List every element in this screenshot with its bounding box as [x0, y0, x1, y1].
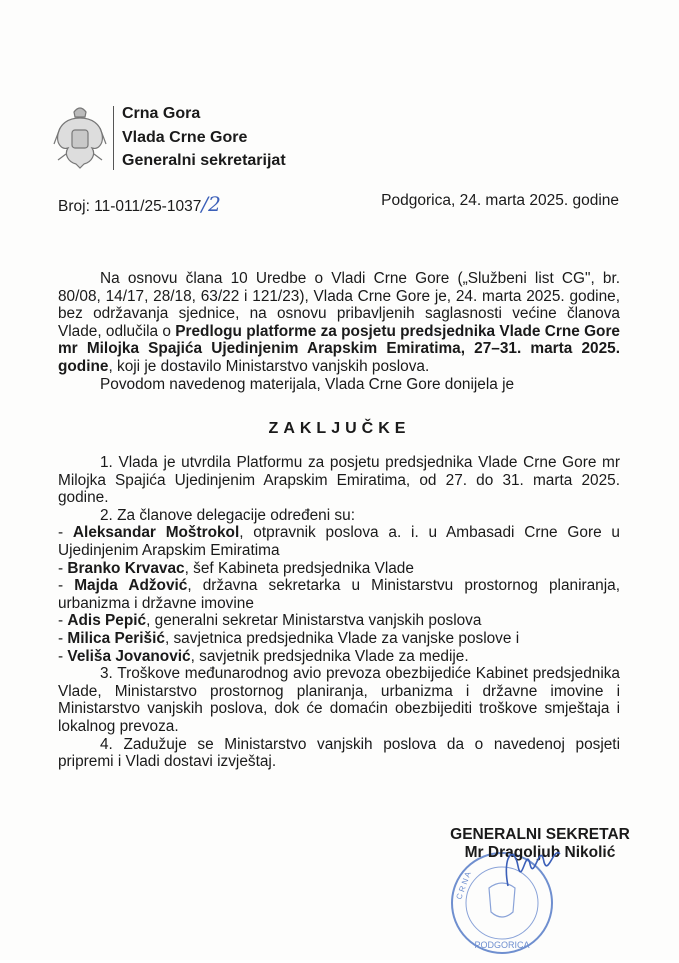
conclusion-1: 1. Vlada je utvrdila Platformu za posjetu predsjednika Vlade Crne Gore mr Milojka Spajića Ujedinjenim Arapskim Emiratima, od 27. do 31. marta 2025. godine.: [58, 454, 620, 507]
delegation-member: [58, 524, 620, 559]
header-country: Crna Gora: [122, 105, 201, 122]
signatory-title: GENERALNI SEKRETAR: [450, 826, 630, 843]
header-divider: [113, 106, 114, 170]
member-name: Veliša Jovanović: [67, 647, 191, 665]
bullet-dash: -: [58, 577, 75, 595]
member-name: Milica Perišić: [67, 629, 165, 647]
member-name: Adis Pepić: [67, 612, 147, 630]
member-role: , otpravnik poslova a. i. u Ambasadi Crne Gore u Ujedinjenim Arapskim Emiratima: [58, 524, 620, 559]
intro-paragraph: [58, 270, 620, 376]
member-name: Majda Adžović: [74, 577, 188, 595]
bullet-dash: -: [58, 524, 73, 542]
signatory-name: Mr Dragoljub Nikolić: [464, 844, 616, 861]
delegation-list: [58, 524, 620, 665]
intro-section: [58, 270, 620, 393]
member-role: , savjetnica predsjednika Vlade za vanjske poslove i: [164, 629, 520, 647]
intro-text-end: , koji je dostavilo Ministarstvo vanjskih poslova.: [108, 357, 430, 375]
document-number: [58, 192, 221, 216]
bullet-dash: -: [58, 559, 68, 577]
conclusion-2: 2. Za članove delegacije određeni su:: [100, 506, 355, 524]
delegation-member: [58, 648, 620, 666]
bullet-dash: -: [58, 629, 68, 647]
handwritten-number: /2: [201, 192, 221, 216]
conclusion-3: 3. Troškove međunarodnog avio prevoza obezbijediće Kabinet predsjednika Vlade, Ministarstvo prostornog planiranja, urbanizma i državne imovine i Ministarstvo vanjskih poslova, dok će domaćin obezbijediti troškove smještaja i lokalnog prevoza.: [58, 665, 620, 735]
header-secretariat: Generalni sekretarijat: [122, 152, 286, 169]
svg-text:C R N A: C R N A: [454, 870, 473, 901]
section-title: ZAKLJUČKE: [268, 420, 411, 437]
coat-of-arms-logo: [52, 104, 108, 170]
bullet-dash: -: [58, 612, 68, 630]
bullet-dash: -: [58, 647, 68, 665]
delegation-member: [58, 612, 620, 630]
header-government: Vlada Crne Gore: [122, 129, 248, 146]
delegation-member: [58, 630, 620, 648]
intro-text: Na osnovu člana 10 Uredbe o Vladi Crne Gore („Službeni list CG", br. 80/08, 14/17, 28/18, 63/22 i 121/23), Vlada Crne Gore je, 24. marta 2025. godine, bez održavanja sjednice, na osnovu pribavljenih saglasnosti većine članova Vlade, odlučila o: [58, 270, 620, 340]
delegation-member: [58, 577, 620, 612]
member-role: , generalni sekretar Ministarstva vanjskih poslova: [146, 612, 482, 630]
member-role: , savjetnik predsjednika Vlade za medije.: [190, 647, 469, 665]
intro-paragraph-2: Povodom navedenog materijala, Vlada Crne Gore donijela je: [100, 375, 515, 393]
conclusions-section: [58, 454, 620, 771]
document-number-text: Broj: 11-011/25-1037: [58, 198, 202, 215]
member-name: Branko Krvavac: [67, 559, 185, 577]
member-role: , šef Kabineta predsjednika Vlade: [184, 559, 414, 577]
place-date: Podgorica, 24. marta 2025. godine: [381, 192, 619, 209]
handwritten-signature: [500, 836, 570, 901]
conclusion-4: 4. Zadužuje se Ministarstvo vanjskih poslova da o navedenoj posjeti pripremi i Vladi dostavi izvještaj.: [58, 735, 620, 771]
member-role: , državna sekretarka u Ministarstvu prostornog planiranja, urbanizma i državne imovine: [58, 577, 620, 612]
intro-subject: Predlogu platforme za posjetu predsjednika Vlade Crne Gore mr Milojka Spajića Ujedinjenim Arapskim Emiratima, 27–31. marta 2025. godine: [58, 322, 620, 375]
member-name: Aleksandar Moštrokol: [72, 524, 240, 542]
delegation-member: [58, 560, 620, 578]
svg-text:PODGORICA: PODGORICA: [474, 940, 530, 950]
